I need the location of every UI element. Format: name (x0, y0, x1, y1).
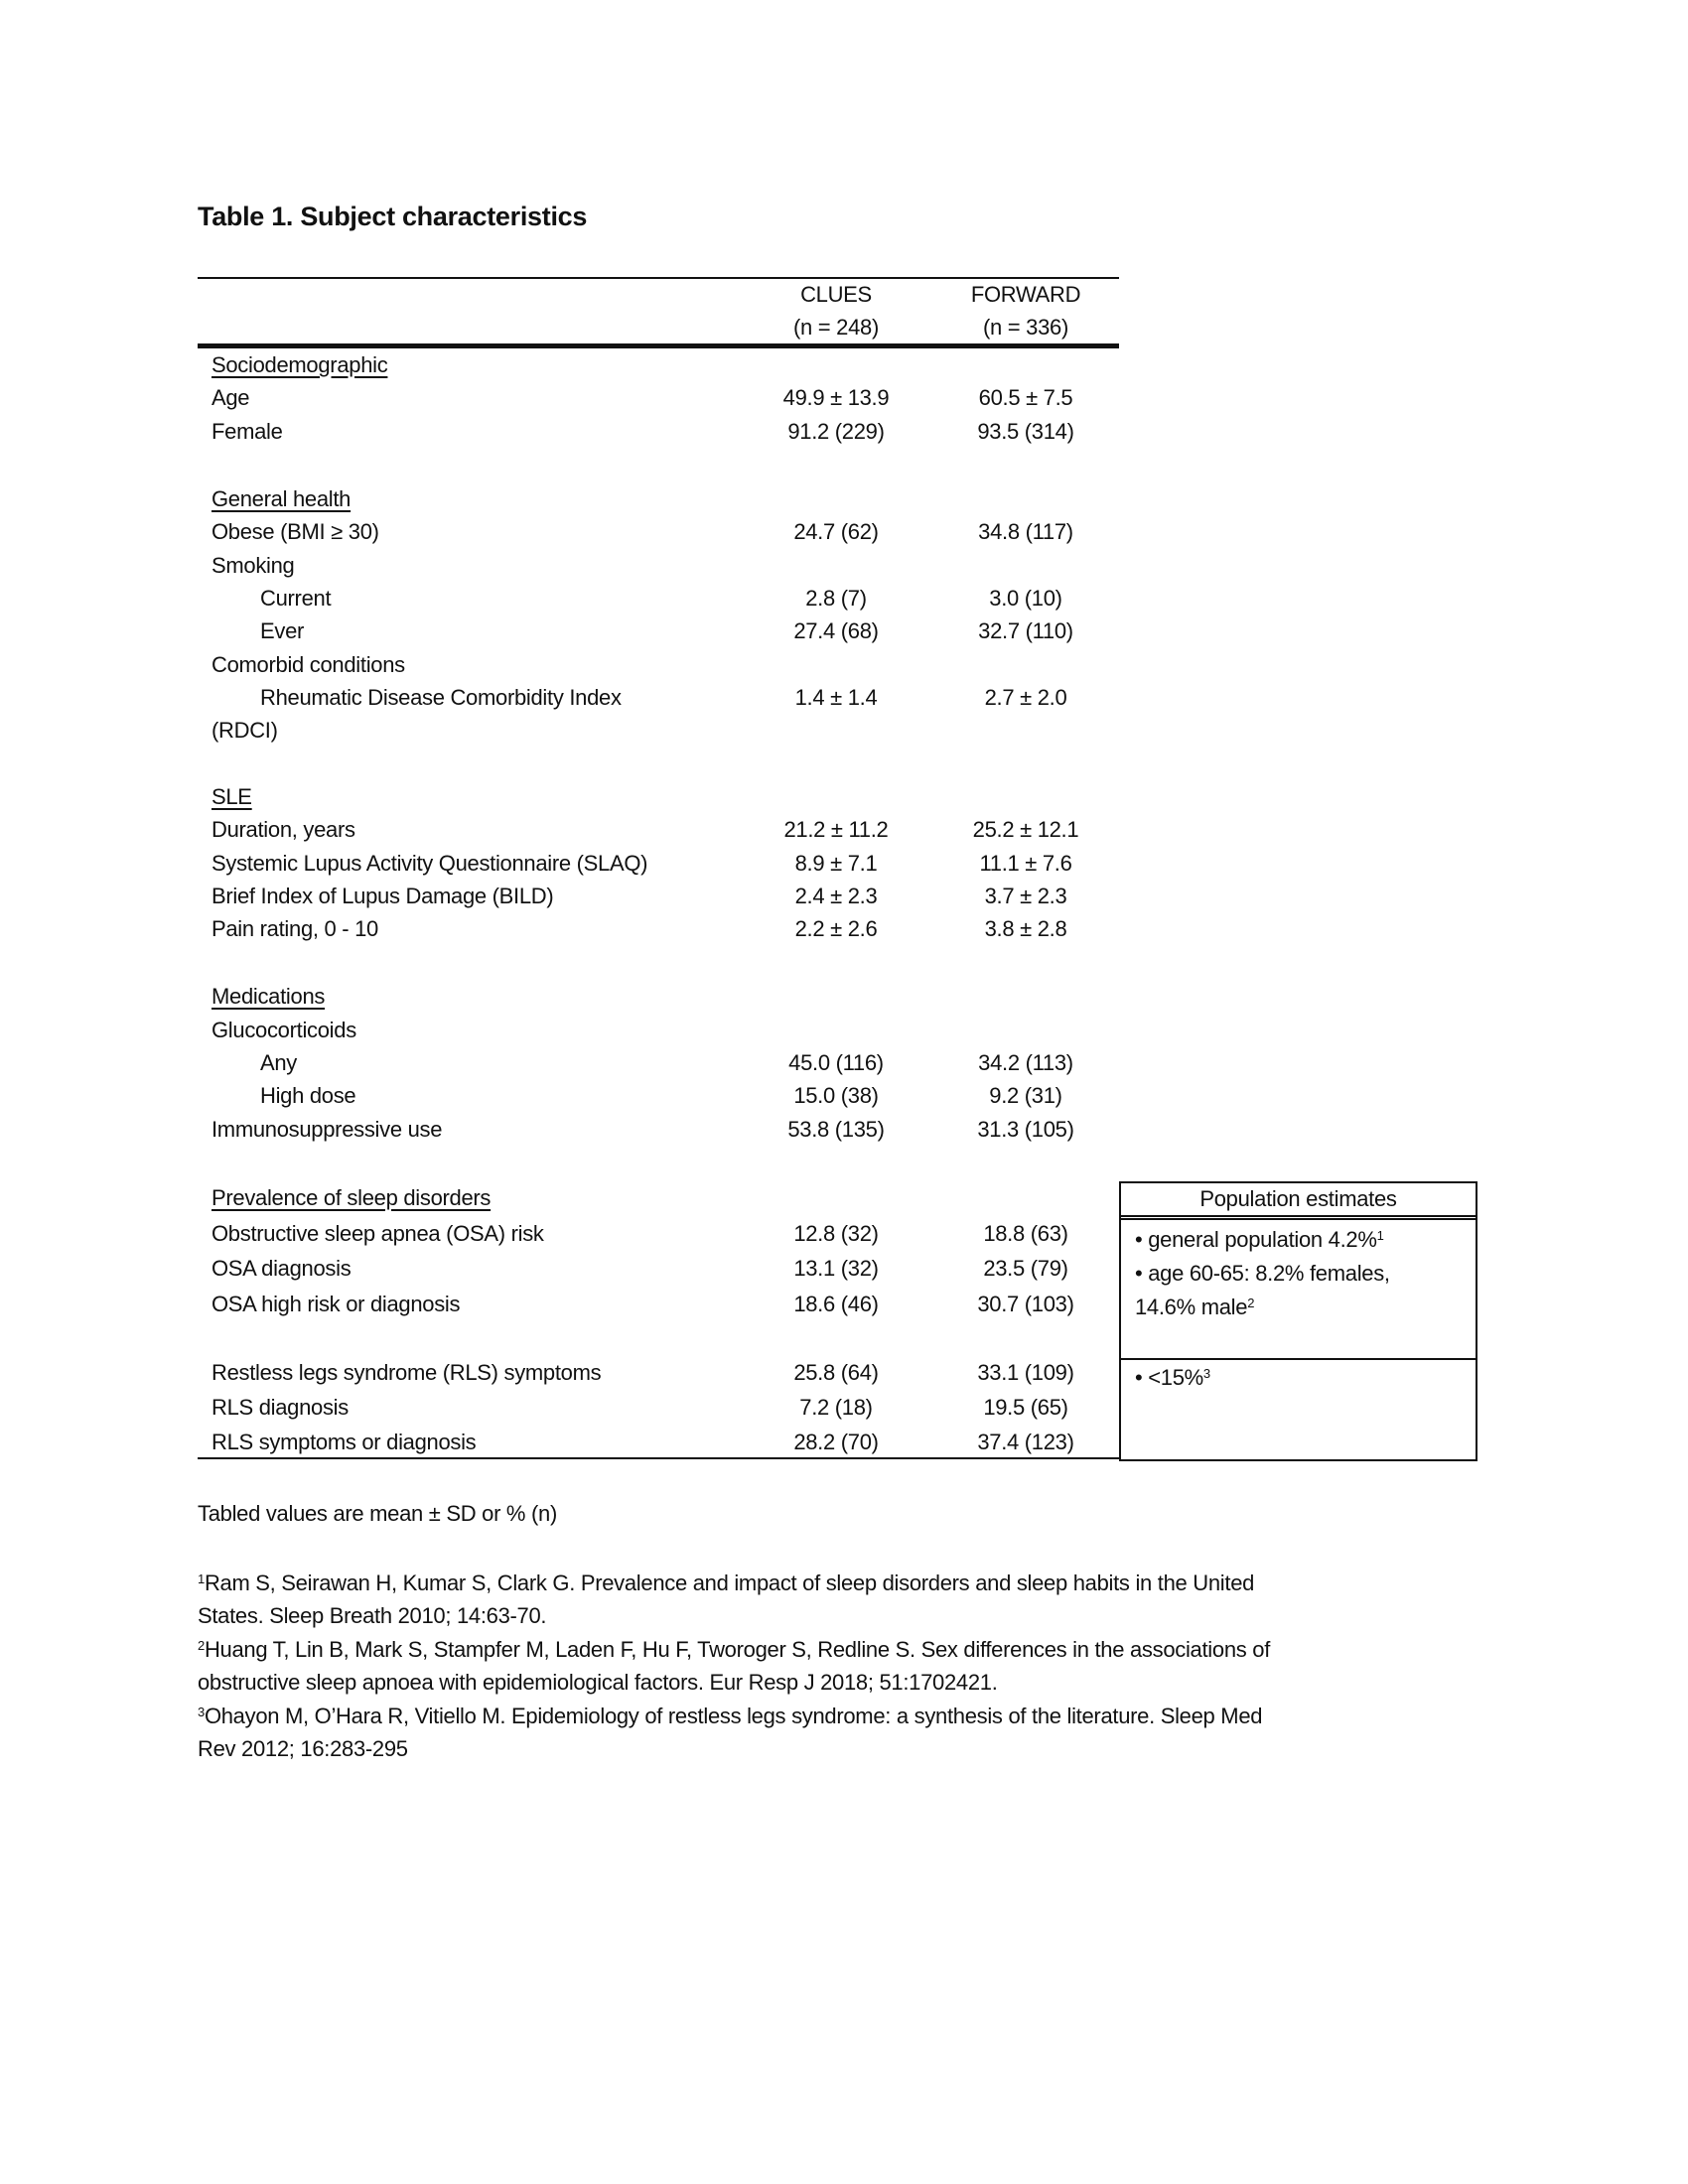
reference-3-continued: Rev 2012; 16:283-295 (198, 1736, 408, 1761)
cell-forward: 30.7 (103) (977, 1292, 1074, 1316)
table-footnote: Tabled values are mean ± SD or % (n) (198, 1501, 557, 1526)
cell-forward: 60.5 ± 7.5 (978, 385, 1073, 410)
row-label: Rheumatic Disease Comorbidity Index (260, 685, 622, 710)
cell-forward: 31.3 (105) (977, 1117, 1074, 1142)
row-label: Female (211, 419, 283, 444)
cell-forward: 25.2 ± 12.1 (972, 817, 1079, 842)
reference-3: $^3$Ohayon M, O’Hara R, Vitiello M. Epidemiology of restless legs syndrome: a synthesis of the literature. Sleep Med (198, 1704, 1263, 1728)
cell-forward: 18.8 (63) (983, 1221, 1068, 1246)
row-label: Current (260, 586, 332, 611)
table-top-rule (198, 277, 1119, 279)
cell-forward: 34.8 (117) (978, 519, 1073, 544)
row-label: Duration, years (211, 817, 355, 842)
cell-forward: 3.8 ± 2.8 (984, 916, 1067, 941)
population-estimates-box (1119, 1181, 1477, 1461)
cell-forward: 11.1 ± 7.6 (979, 851, 1072, 876)
row-label: Ever (260, 618, 305, 643)
row-label: Brief Index of Lupus Damage (BILD) (211, 884, 554, 908)
row-label: Comorbid conditions (211, 652, 405, 677)
row-label: Smoking (211, 553, 295, 578)
row-label: Restless legs syndrome (RLS) symptoms (211, 1360, 602, 1385)
cell-forward: 32.7 (110) (978, 618, 1073, 643)
reference-2: $^2$Huang T, Lin B, Mark S, Stampfer M, Laden F, Hu F, Tworoger S, Redline S. Sex differences in the associations of (198, 1637, 1271, 1662)
population-estimates-header: Population estimates (1121, 1183, 1476, 1220)
cell-clues: 8.9 ± 7.1 (794, 851, 878, 876)
column-header-clues: CLUES (800, 282, 872, 307)
cell-clues: 2.4 ± 2.3 (794, 884, 878, 908)
column-header-clues-n: (n = 248) (793, 315, 879, 340)
cell-clues: 28.2 (70) (793, 1430, 879, 1454)
cell-forward: 3.0 (10) (989, 586, 1062, 611)
population-estimates-divider (1121, 1358, 1476, 1360)
cell-clues: 12.8 (32) (793, 1221, 879, 1246)
cell-forward: 23.5 (79) (983, 1256, 1068, 1281)
reference-2-continued: obstructive sleep apnoea with epidemiological factors. Eur Resp J 2018; 51:1702421. (198, 1670, 998, 1695)
row-label: RLS diagnosis (211, 1395, 349, 1420)
cell-clues: 24.7 (62) (793, 519, 879, 544)
rls-estimate: • <15%$^3$ (1135, 1365, 1210, 1390)
osa-estimate-male: 14.6% male$^2$ (1135, 1295, 1255, 1319)
cell-clues: 91.2 (229) (787, 419, 885, 444)
cell-clues: 2.8 (7) (805, 586, 867, 611)
cell-clues: 1.4 ± 1.4 (794, 685, 878, 710)
cell-forward: 37.4 (123) (977, 1430, 1074, 1454)
cell-clues: 45.0 (116) (788, 1050, 884, 1075)
cell-clues: 27.4 (68) (793, 618, 879, 643)
cell-forward: 19.5 (65) (983, 1395, 1068, 1420)
table-header-rule (198, 343, 1119, 348)
column-header-forward-n: (n = 336) (983, 315, 1068, 340)
column-header-forward: FORWARD (970, 282, 1081, 307)
osa-estimate-general: • general population 4.2%$^1$ (1135, 1227, 1384, 1252)
cell-forward: 34.2 (113) (978, 1050, 1073, 1075)
cell-forward: 3.7 ± 2.3 (984, 884, 1067, 908)
cell-clues: 21.2 ± 11.2 (783, 817, 889, 842)
row-label: Pain rating, 0 - 10 (211, 916, 378, 941)
row-label: Obstructive sleep apnea (OSA) risk (211, 1221, 544, 1246)
row-label: RLS symptoms or diagnosis (211, 1430, 477, 1454)
table-bottom-rule (198, 1457, 1119, 1459)
row-label: OSA high risk or diagnosis (211, 1292, 461, 1316)
section-heading: General health (211, 486, 352, 511)
row-label: Immunosuppressive use (211, 1117, 443, 1142)
cell-clues: 25.8 (64) (793, 1360, 879, 1385)
row-label: (RDCI) (211, 718, 278, 743)
cell-forward: 93.5 (314) (977, 419, 1074, 444)
cell-clues: 49.9 ± 13.9 (782, 385, 890, 410)
cell-forward: 33.1 (109) (977, 1360, 1074, 1385)
section-heading: Prevalence of sleep disorders (211, 1185, 492, 1210)
row-label: OSA diagnosis (211, 1256, 352, 1281)
cell-clues: 18.6 (46) (793, 1292, 879, 1316)
cell-clues: 53.8 (135) (787, 1117, 885, 1142)
section-heading: SLE (211, 784, 252, 809)
table-title: Table 1. Subject characteristics (198, 202, 588, 231)
cell-forward: 9.2 (31) (989, 1083, 1062, 1108)
row-label: Age (211, 385, 250, 410)
cell-forward: 2.7 ± 2.0 (984, 685, 1067, 710)
row-label: Obese (BMI ≥ 30) (211, 519, 379, 544)
cell-clues: 15.0 (38) (793, 1083, 879, 1108)
cell-clues: 7.2 (18) (799, 1395, 873, 1420)
row-label: Systemic Lupus Activity Questionnaire (SLAQ) (211, 851, 648, 876)
osa-estimate-age: • age 60-65: 8.2% females, (1135, 1261, 1390, 1286)
row-label: Glucocorticoids (211, 1018, 356, 1042)
section-heading: Medications (211, 984, 326, 1009)
row-label: High dose (260, 1083, 356, 1108)
row-label: Any (260, 1050, 298, 1075)
reference-1: $^1$Ram S, Seirawan H, Kumar S, Clark G. Prevalence and impact of sleep disorders and sleep habits in the United (198, 1570, 1255, 1595)
cell-clues: 2.2 ± 2.6 (794, 916, 878, 941)
section-heading: Sociodemographic (211, 352, 388, 377)
cell-clues: 13.1 (32) (793, 1256, 879, 1281)
reference-1-continued: States. Sleep Breath 2010; 14:63-70. (198, 1603, 547, 1628)
